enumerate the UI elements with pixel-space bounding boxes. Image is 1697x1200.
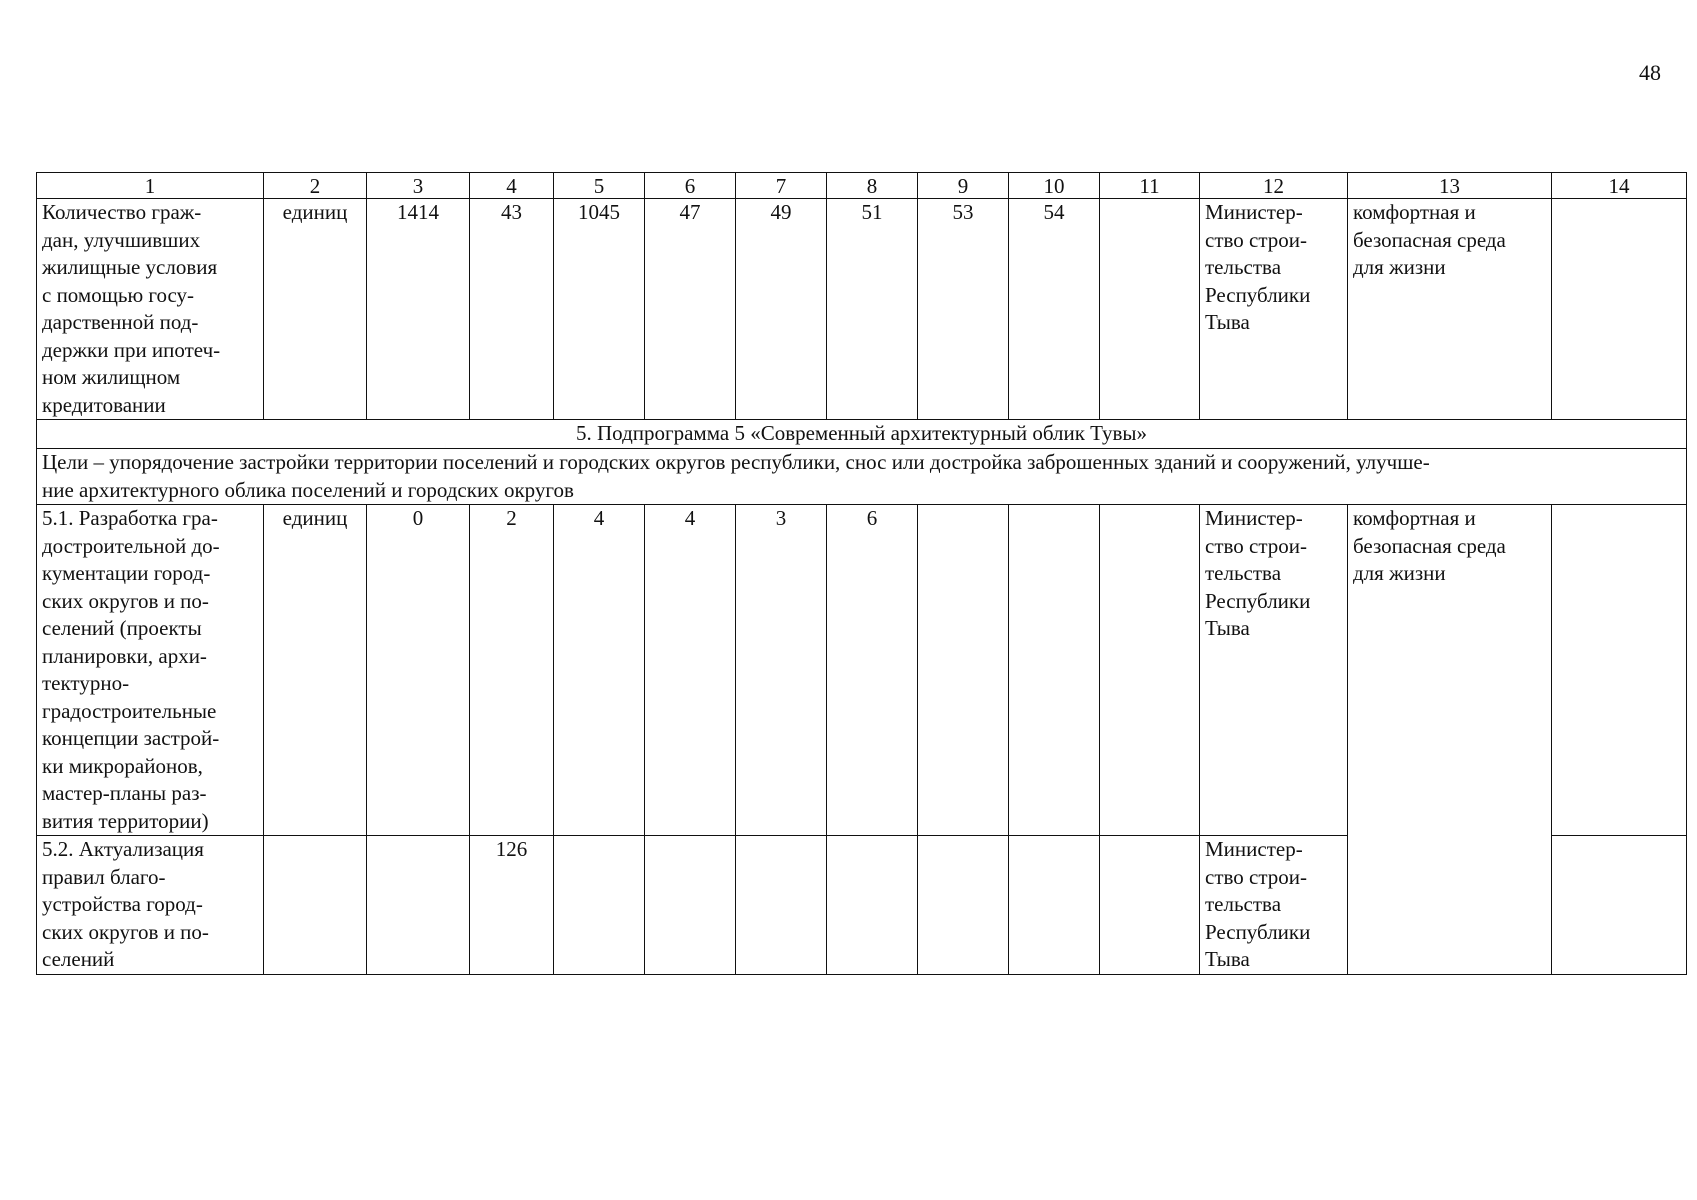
column-header: 2 xyxy=(264,173,367,199)
value-cell: 54 xyxy=(1009,199,1100,420)
goals-text: Цели – упорядочение застройки территории поселений и городских округов республики, снос или достройка заброшенных зданий и сооружений, улучше- ние архитектурного облика поселений и городских округов xyxy=(37,449,1687,505)
column-header: 6 xyxy=(645,173,736,199)
value-cell: 3 xyxy=(736,505,827,836)
unit-cell: единиц xyxy=(264,199,367,420)
column-header: 14 xyxy=(1552,173,1687,199)
value-cell xyxy=(736,836,827,975)
value-cell xyxy=(1100,836,1200,975)
unit-cell xyxy=(264,836,367,975)
value-cell: 49 xyxy=(736,199,827,420)
column-header: 13 xyxy=(1348,173,1552,199)
column-header: 3 xyxy=(367,173,470,199)
note-cell xyxy=(1552,505,1687,836)
value-cell: 51 xyxy=(827,199,918,420)
value-cell: 2 xyxy=(470,505,554,836)
indicator-cell: Количество граж- дан, улучшивших жилищные условия с помощью госу- дарственной под- держки при ипотеч- ном жилищном кредитовании xyxy=(37,199,264,420)
value-cell: 0 xyxy=(367,505,470,836)
indicator-cell: 5.1. Разработка гра- достроительной до- кументации город- ских округов и по- селений (проекты планировки, архи- тектурно- градостроительные концепции застрой- ки микрорайонов, мастер-планы раз- вития территории) xyxy=(37,505,264,836)
indicator-cell: 5.2. Актуализация правил благо- устройства город- ских округов и по- селений xyxy=(37,836,264,975)
value-cell xyxy=(918,505,1009,836)
goals-row xyxy=(37,449,1687,505)
subprogram-title: 5. Подпрограмма 5 «Современный архитектурный облик Тувы» xyxy=(37,420,1687,449)
subprogram-row xyxy=(37,420,1687,449)
value-cell: 1414 xyxy=(367,199,470,420)
value-cell xyxy=(918,836,1009,975)
column-header: 8 xyxy=(827,173,918,199)
table-row-5-1 xyxy=(37,505,1687,836)
value-cell xyxy=(827,836,918,975)
column-header: 9 xyxy=(918,173,1009,199)
value-cell: 43 xyxy=(470,199,554,420)
responsible-cell: Министер- ство строи- тельства Республики Тыва xyxy=(1200,505,1348,836)
column-header: 11 xyxy=(1100,173,1200,199)
column-header: 7 xyxy=(736,173,827,199)
value-cell xyxy=(1009,836,1100,975)
column-header: 1 xyxy=(37,173,264,199)
column-header: 10 xyxy=(1009,173,1100,199)
note-cell xyxy=(1552,836,1687,975)
value-cell xyxy=(1100,505,1200,836)
value-cell: 126 xyxy=(470,836,554,975)
value-cell: 1045 xyxy=(554,199,645,420)
unit-cell: единиц xyxy=(264,505,367,836)
page-number: 48 xyxy=(1639,60,1661,85)
value-cell: 4 xyxy=(554,505,645,836)
column-header-row xyxy=(37,173,1687,199)
responsible-cell: Министер- ство строи- тельства Республики Тыва xyxy=(1200,199,1348,420)
value-cell: 4 xyxy=(645,505,736,836)
result-cell: комфортная и безопасная среда для жизни xyxy=(1348,199,1552,420)
table-row-mortgage-citizens xyxy=(37,199,1687,420)
value-cell xyxy=(1100,199,1200,420)
value-cell xyxy=(554,836,645,975)
result-cell: комфортная и безопасная среда для жизни xyxy=(1348,505,1552,975)
column-header: 5 xyxy=(554,173,645,199)
value-cell xyxy=(367,836,470,975)
value-cell xyxy=(645,836,736,975)
value-cell: 47 xyxy=(645,199,736,420)
note-cell xyxy=(1552,199,1687,420)
value-cell: 6 xyxy=(827,505,918,836)
value-cell xyxy=(1009,505,1100,836)
column-header: 12 xyxy=(1200,173,1348,199)
responsible-cell: Министер- ство строи- тельства Республики Тыва xyxy=(1200,836,1348,975)
indicators-table xyxy=(36,172,1687,975)
value-cell: 53 xyxy=(918,199,1009,420)
column-header: 4 xyxy=(470,173,554,199)
